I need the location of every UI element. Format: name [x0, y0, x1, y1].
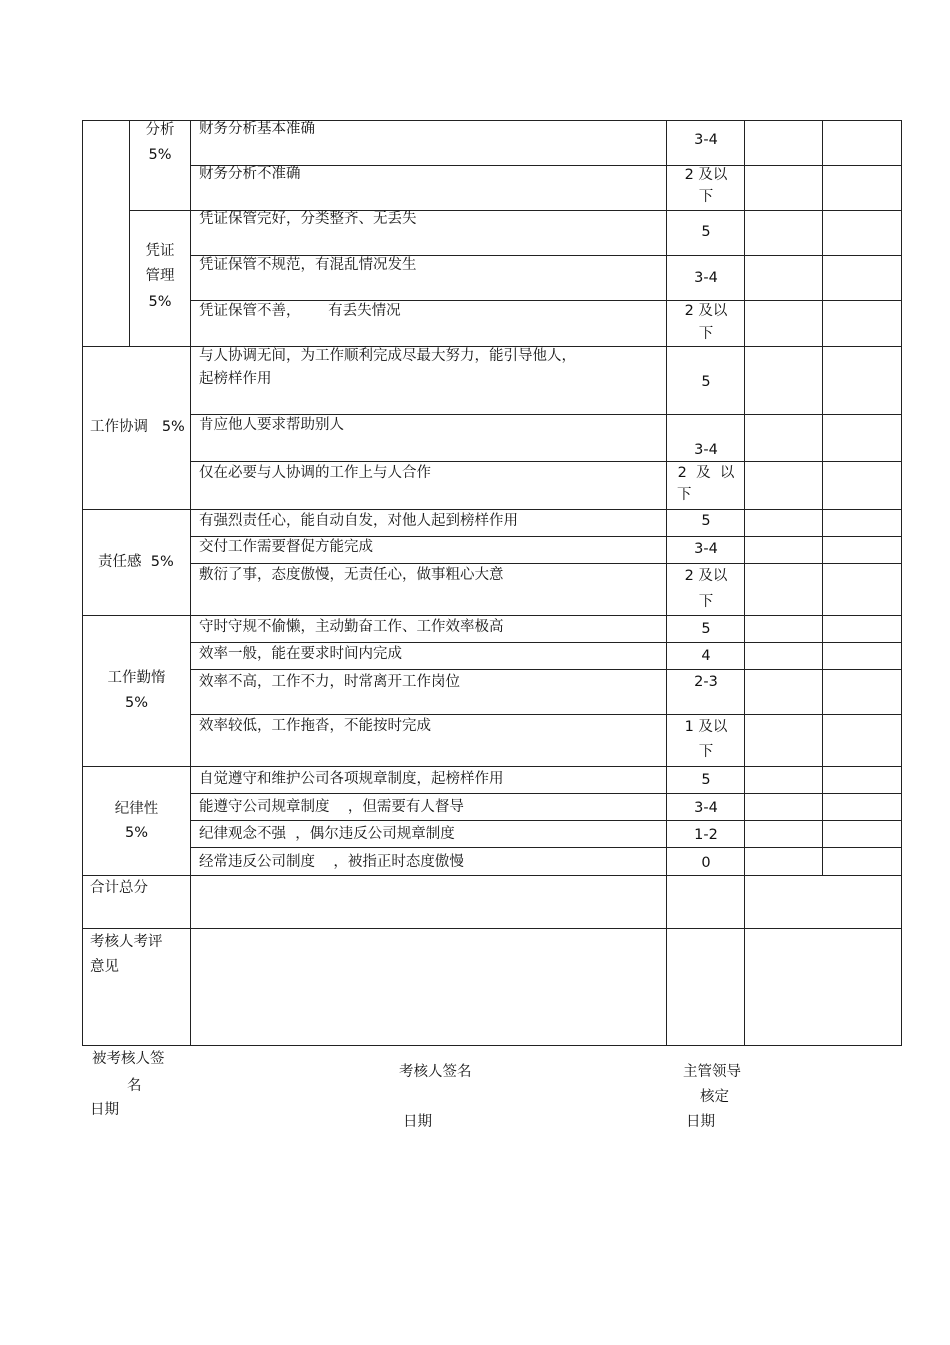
comment-label: 考核人考评	[90, 934, 163, 950]
score-value: 1-2	[694, 827, 718, 843]
score-value: 1 及以	[684, 719, 728, 735]
section-weight: 5%	[148, 294, 172, 310]
criterion-text: 纪律观念不强 ，偶尔违反公司规章制度	[199, 826, 455, 842]
row-line	[190, 669, 902, 670]
assessor-date-label: 日期	[403, 1114, 432, 1130]
section-label: 纪律性	[114, 801, 159, 817]
section-label: 工作勤惰	[107, 670, 166, 686]
section-weight: 5%	[124, 695, 148, 711]
criterion-text: 凭证保管不规范，有混乱情况发生	[199, 257, 417, 273]
section-label: 管理	[145, 268, 175, 284]
score-value: 下	[698, 594, 714, 610]
assessee-signature-label: 名	[127, 1078, 142, 1094]
score-value: 3-4	[694, 442, 718, 458]
divider-col6	[822, 120, 823, 876]
score-value: 5	[701, 513, 711, 529]
score-value: 3-4	[694, 270, 718, 286]
score-value: 5	[701, 224, 711, 240]
row-line	[190, 847, 902, 848]
criterion-text: 与人协调无间，为工作顺利完成尽最大努力，能引导他人，	[199, 348, 576, 364]
criterion-text: 交付工作需要督促方能完成	[199, 539, 373, 555]
criterion-text: 效率一般，能在要求时间内完成	[199, 646, 402, 662]
row-line	[82, 928, 902, 929]
section-weight: 5%	[148, 147, 172, 163]
score-value: 下	[677, 487, 692, 503]
row-line	[82, 1045, 902, 1046]
score-value: 5	[701, 374, 711, 390]
criterion-text: 仅在必要与人协调的工作上与人合作	[199, 465, 431, 481]
criterion-text: 经常违反公司制度 ，被指正时态度傲慢	[199, 854, 464, 870]
supervisor-approval-label: 主管领导	[683, 1064, 741, 1080]
criterion-text: 守时守规不偷懒，主动勤奋工作、工作效率极高	[199, 619, 504, 635]
score-value: 0	[701, 855, 711, 871]
criterion-text: 肯应他人要求帮助别人	[199, 417, 344, 433]
score-value: 4	[701, 648, 711, 664]
score-value: 2 及以	[684, 303, 728, 319]
score-value: 3-4	[694, 132, 718, 148]
assessor-signature-label: 考核人签名	[399, 1064, 472, 1080]
score-value: 2-3	[694, 674, 718, 690]
criterion-text: 自觉遵守和维护公司各项规章制度，起榜样作用	[199, 771, 504, 787]
criterion-text: 效率较低，工作拖沓，不能按时完成	[199, 718, 431, 734]
section-label: 分析	[145, 122, 175, 138]
criterion-text: 凭证保管不善， 有丢失情况	[199, 303, 401, 319]
row-line	[82, 875, 902, 876]
criterion-text: 敷衍了事，态度傲慢，无责任心，做事粗心大意	[199, 567, 504, 583]
total-score-label: 合计总分	[90, 880, 148, 896]
row-line	[190, 820, 902, 821]
score-value: 下	[698, 326, 714, 342]
score-value: 3-4	[694, 800, 718, 816]
assessee-signature-label: 被考核人签	[92, 1051, 165, 1067]
score-value: 3-4	[694, 541, 718, 557]
criterion-text: 起榜样作用	[199, 371, 272, 387]
border-left	[82, 120, 83, 1046]
score-value: 下	[698, 744, 714, 760]
supervisor-approval-label: 核定	[700, 1089, 729, 1105]
score-value: 5	[701, 621, 711, 637]
score-value: 下	[698, 189, 714, 205]
criterion-text: 财务分析基本准确	[199, 121, 315, 137]
comment-label: 意见	[90, 959, 119, 975]
score-value: 5	[701, 772, 711, 788]
criterion-text: 效率不高，工作不力，时常离开工作岗位	[199, 674, 460, 690]
section-label: 责任感 5%	[98, 554, 174, 570]
supervisor-date-label: 日期	[686, 1114, 715, 1130]
score-value: 2 及 以	[677, 465, 735, 481]
section-weight: 5%	[124, 825, 148, 841]
assessee-date-label: 日期	[90, 1102, 119, 1118]
section-label: 凭证	[145, 243, 175, 259]
criterion-text: 能遵守公司规章制度 ，但需要有人督导	[199, 799, 464, 815]
section-label: 工作协调 5%	[90, 419, 185, 435]
score-value: 2 及以	[684, 568, 728, 584]
row-line	[190, 793, 902, 794]
row-line	[82, 766, 902, 767]
criterion-text: 有强烈责任心，能自动自发，对他人起到榜样作用	[199, 513, 518, 529]
criterion-text: 凭证保管完好，分类整齐、无丢失	[199, 211, 417, 227]
divider-label	[190, 120, 191, 1046]
criterion-text: 财务分析不准确	[199, 166, 301, 182]
border-right	[901, 120, 902, 1046]
score-value: 2 及以	[684, 167, 728, 183]
